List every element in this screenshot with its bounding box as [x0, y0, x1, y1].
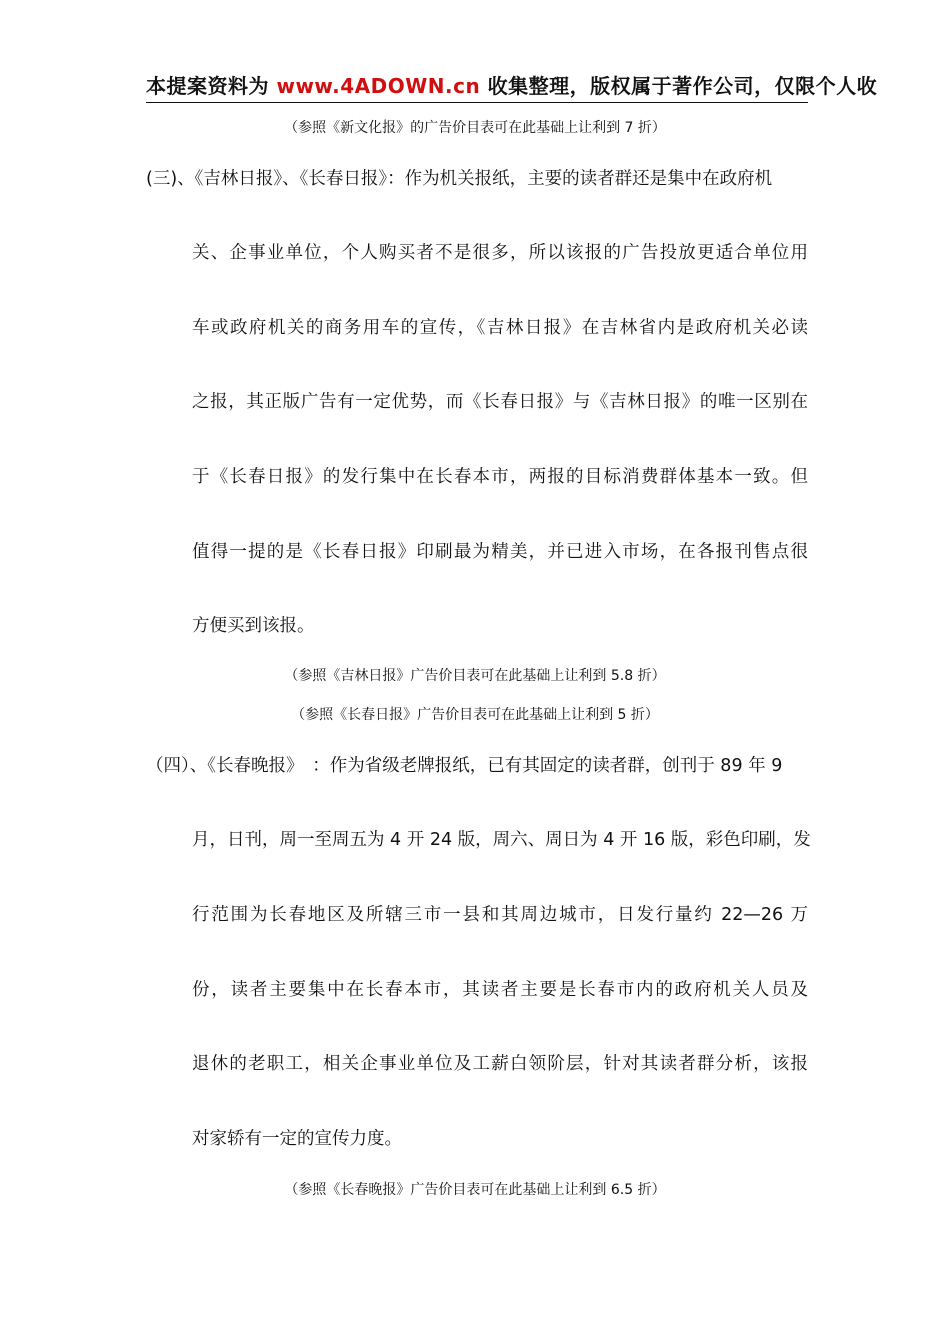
page-header	[146, 70, 950, 102]
header-brand-link[interactable]: www.4ADOWN.cn	[276, 74, 481, 98]
section-3-heading: (三)、《吉林日报》、《长春日报》：作为机关报纸，主要的读者群还是集中在政府机	[146, 169, 773, 189]
section-4-line: 行范围为长春地区及所辖三市一县和其周边城市，日发行量约 22—26 万	[192, 905, 808, 925]
section-3-line: 之报，其正版广告有一定优势，而《长春日报》与《吉林日报》的唯一区别在	[192, 392, 808, 412]
price-note-changchun: （参照《长春日报》广告价目表可在此基础上让利到 5 折）	[291, 707, 659, 723]
section-4-line: 份，读者主要集中在长春本市，其读者主要是长春市内的政府机关人员及	[192, 980, 808, 1000]
section-3-line: 于《长春日报》的发行集中在长春本市，两报的目标消费群体基本一致。但	[192, 467, 808, 487]
section-4-line: 对家轿有一定的宣传力度。	[192, 1129, 402, 1149]
header-suffix: 收集整理，版权属于著作公司，仅限个人收	[480, 74, 878, 98]
section-3-line: 关、企事业单位，个人购买者不是很多，所以该报的广告投放更适合单位用	[192, 243, 808, 263]
section-4-line: 退休的老职工，相关企事业单位及工薪白领阶层，针对其读者群分析，该报	[192, 1054, 808, 1074]
header-divider	[146, 102, 808, 103]
price-note-changchun-evening: （参照《长春晚报》广告价目表可在此基础上让利到 6.5 折）	[284, 1182, 666, 1198]
section-4-line: 月，日刊，周一至周五为 4 开 24 版，周六、周日为 4 开 16 版，彩色印刷，发	[192, 830, 811, 850]
section-3-line: 车或政府机关的商务用车的宣传，《吉林日报》在吉林省内是政府机关必读	[192, 318, 808, 338]
section-3-line: 方便买到该报。	[192, 616, 315, 636]
price-note-jilin: （参照《吉林日报》广告价目表可在此基础上让利到 5.8 折）	[284, 668, 666, 684]
header-prefix: 本提案资料为	[146, 74, 277, 98]
section-4-heading: （四）、《长春晚报》 ：作为省级老牌报纸，已有其固定的读者群，创刊于 89 年 9	[146, 756, 783, 776]
price-note-xinwenhua: （参照《新文化报》的广告价目表可在此基础上让利到 7 折）	[284, 120, 666, 136]
section-3-line: 值得一提的是《长春日报》印刷最为精美，并已进入市场，在各报刊售点很	[192, 542, 808, 562]
